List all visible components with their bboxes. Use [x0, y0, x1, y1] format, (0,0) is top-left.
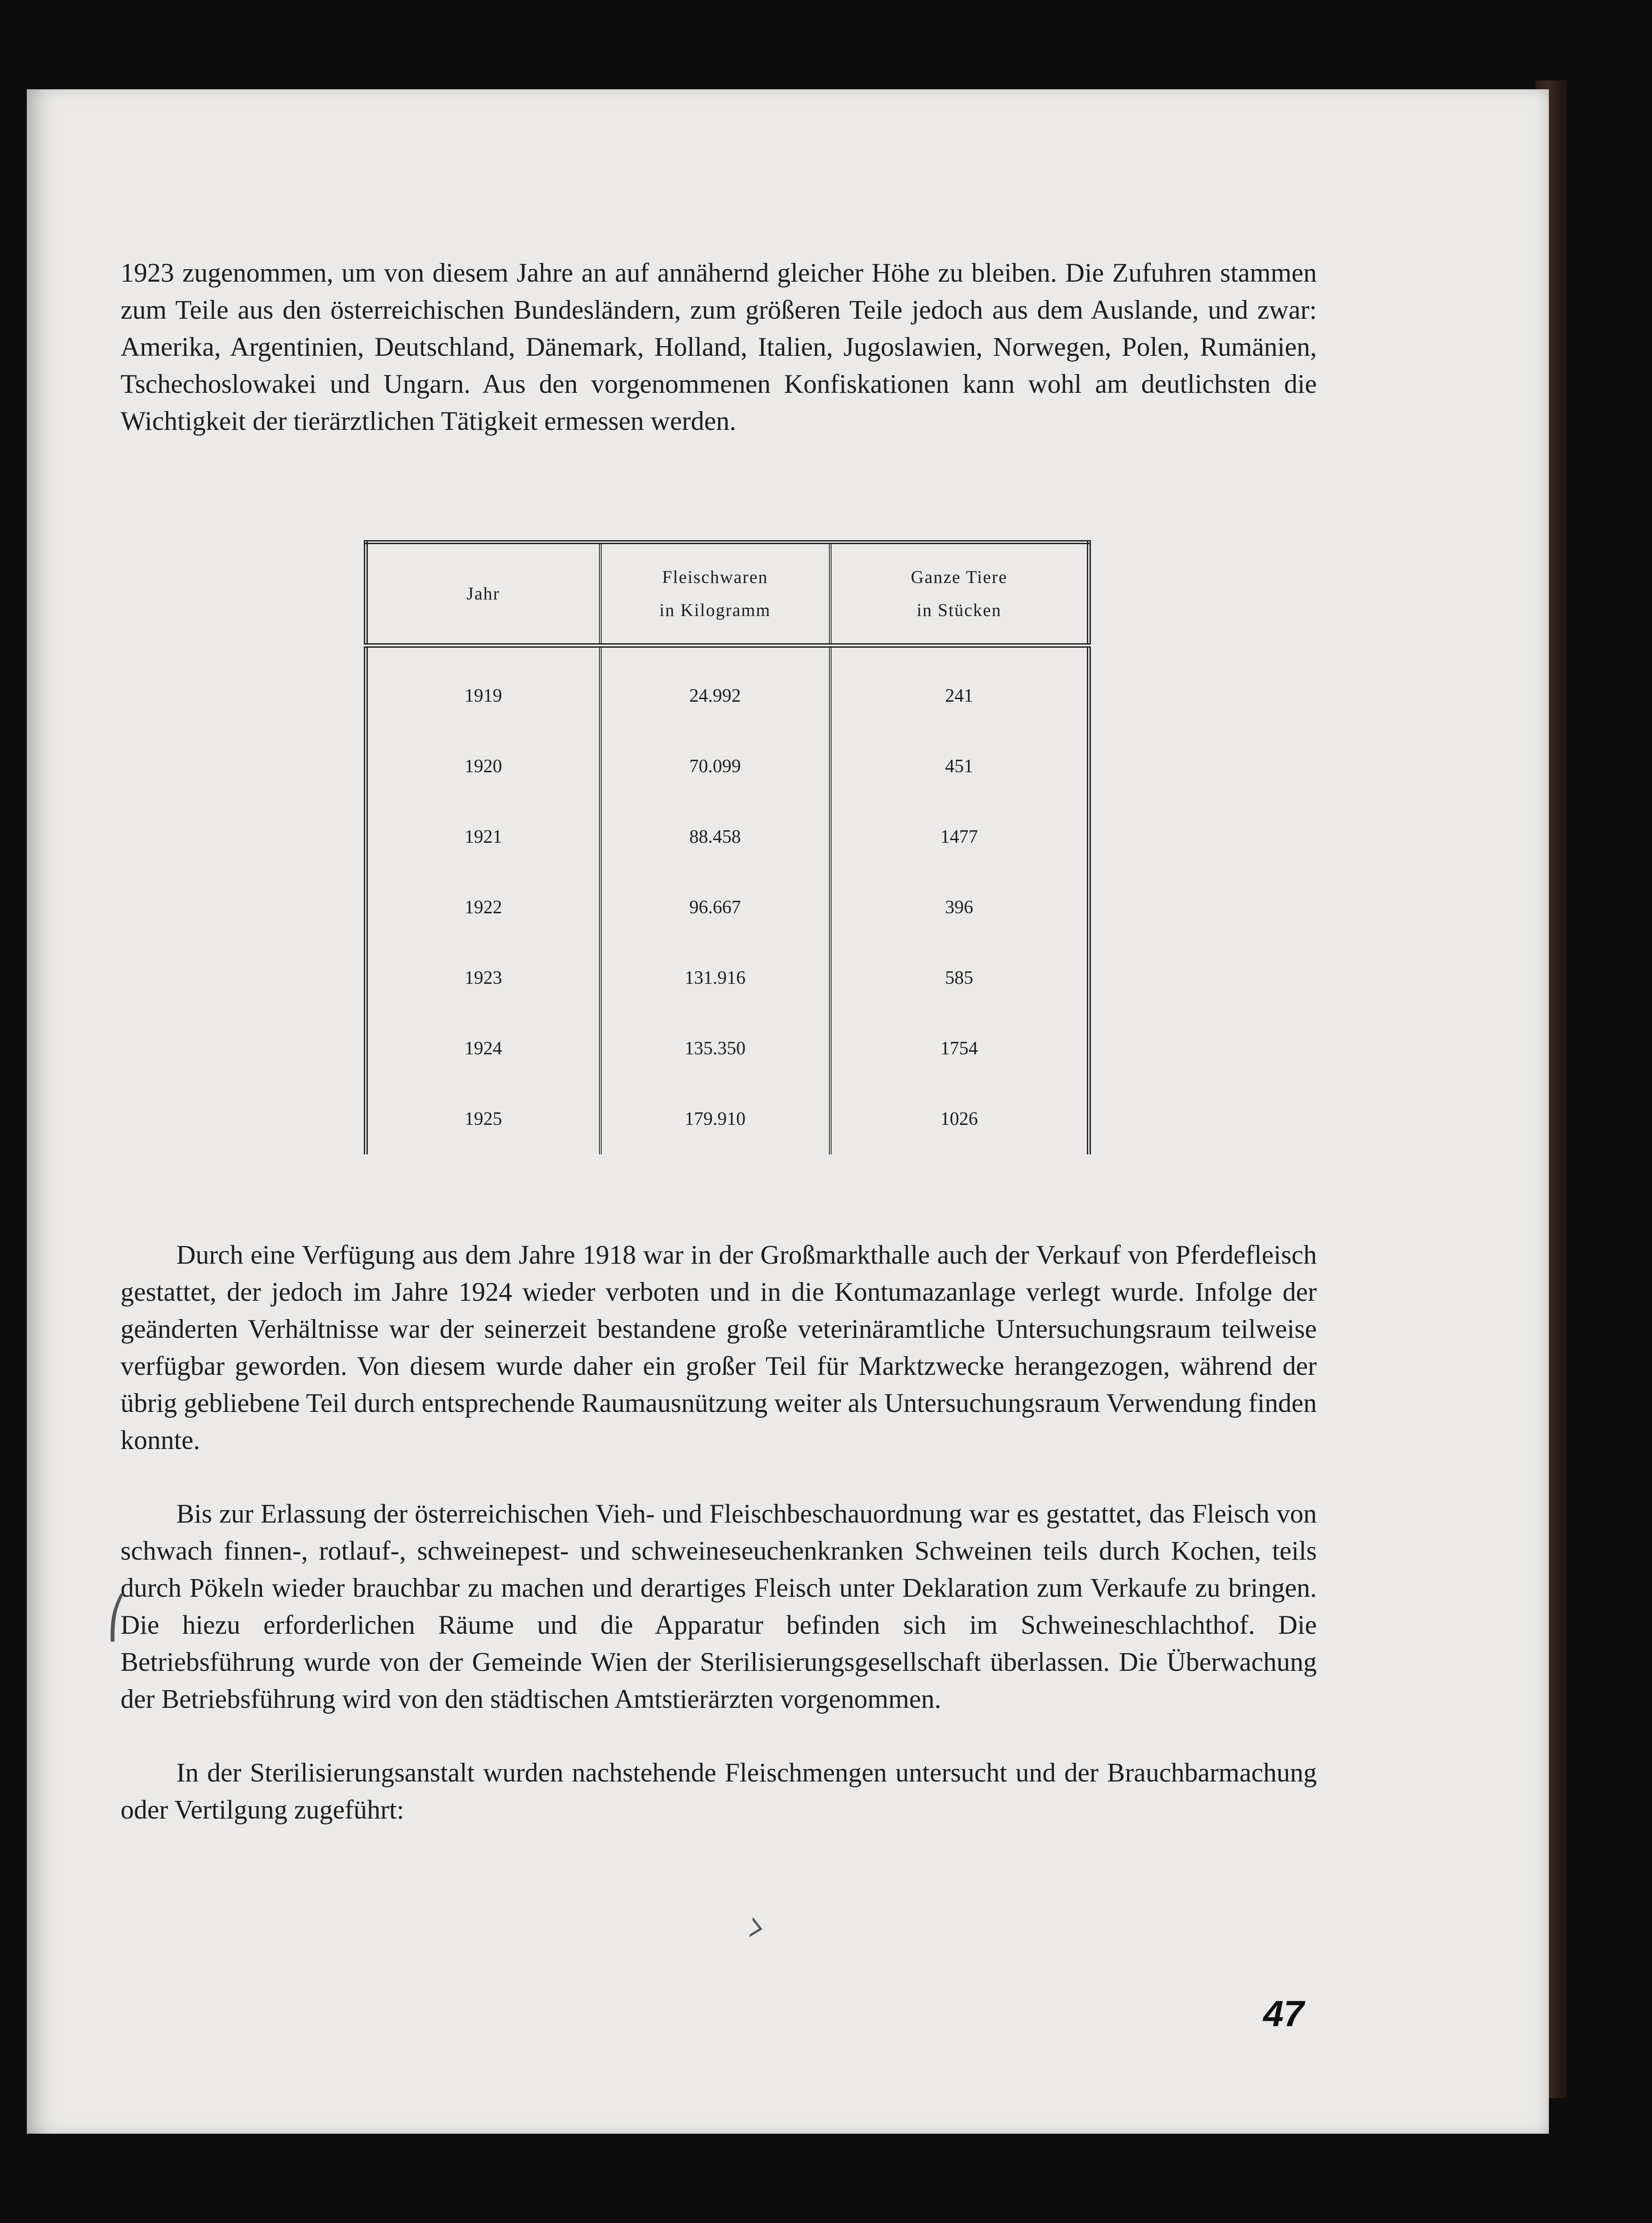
- cell-year: 1921: [464, 827, 502, 847]
- page-number: 47: [1263, 1994, 1304, 2034]
- header-whole-animals: [830, 542, 1089, 646]
- cell-year: 1924: [464, 1038, 502, 1059]
- cell-meat: 131.916: [600, 943, 830, 1013]
- table-row: [366, 645, 1089, 731]
- pencil-arrow-icon: ›: [743, 1896, 772, 1956]
- cell-animals: 1754: [830, 1013, 1089, 1084]
- cell-year: 1920: [464, 756, 502, 777]
- cell-meat: 96.667: [600, 872, 830, 943]
- header-year: Jahr: [366, 542, 600, 646]
- header-meat-line1: Fleischwaren: [662, 567, 768, 587]
- table-row: [366, 802, 1089, 872]
- table-header-row: [366, 542, 1089, 646]
- table-row: [366, 1084, 1089, 1154]
- cell-meat: 24.992: [600, 645, 830, 731]
- cell-year: 1922: [464, 897, 502, 918]
- header-animals-line1: Ganze Tiere: [911, 567, 1007, 587]
- header-animals-line2: in Stücken: [916, 600, 1002, 620]
- paragraph-table-intro: In der Sterilisierungsanstalt wurden nachstehende Fleischmengen untersucht und der Brauchbarmachung oder Vertilgung zugeführt:: [121, 1758, 1317, 1824]
- header-meat-kg: [600, 542, 830, 646]
- cell-animals: 451: [830, 731, 1089, 802]
- pencil-bracket-icon: ⎛: [107, 1594, 127, 1641]
- book-page: [27, 89, 1549, 2134]
- cell-animals: 585: [830, 943, 1089, 1013]
- table-row: [366, 1013, 1089, 1084]
- cell-meat: 135.350: [600, 1013, 830, 1084]
- table-row: [366, 872, 1089, 943]
- paragraph-intro: 1923 zugenommen, um von diesem Jahre an auf annähernd gleicher Höhe zu bleiben. Die Zufuhren stammen zum Teile aus den österreichischen Bundesländern, zum größeren Teile jedoch aus dem Auslande, und zwar: Amerika, Argentinien, Deutschland, Dänemark, Holland, Italien, Jugoslawien, Norwegen, Polen, Rumänien, Tschechoslowakei und Ungarn. Aus den vorgenommenen Konfiskationen kann wohl am deutlichsten die Wichtigkeit der tierärztlichen Tätigkeit ermessen werden.: [121, 258, 1317, 436]
- cell-year: 1919: [464, 686, 502, 706]
- cell-animals: 241: [830, 645, 1089, 731]
- cell-animals: 396: [830, 872, 1089, 943]
- header-meat-line2: in Kilogramm: [659, 600, 771, 620]
- cell-animals: 1026: [830, 1084, 1089, 1154]
- table-row: [366, 943, 1089, 1013]
- cell-meat: 70.099: [600, 731, 830, 802]
- cell-animals: 1477: [830, 802, 1089, 872]
- cell-meat: 179.910: [600, 1084, 830, 1154]
- paragraph-horse-meat: Durch eine Verfügung aus dem Jahre 1918 war in der Großmarkthalle auch der Verkauf von Pferdefleisch gestattet, der jedoch im Jahre 1924 wieder verboten und in die Kontumazanlage verlegt wurde. Infolge der geänderten Verhältnisse war der seinerzeit bestandene große veterinäramtliche Untersuchungsraum teilweise verfügbar geworden. Von diesem wurde daher ein großer Teil für Marktzwecke herangezogen, während der übrig gebliebene Teil durch entsprechende Raumausnützung weiter als Untersuchungsraum Verwendung finden konnte.: [121, 1240, 1317, 1455]
- table-row: [366, 731, 1089, 802]
- cell-year: 1925: [464, 1109, 502, 1129]
- cell-meat: 88.458: [600, 802, 830, 872]
- paragraph-sterilization: Bis zur Erlassung der österreichischen Vieh- und Fleischbeschauordnung war es gestattet, das Fleisch von schwach finnen-, rotlauf-, schweinepest- und schweineseuchenkranken Schweinen teils durch Kochen, teils durch Pökeln wieder brauchbar zu machen und derartiges Fleisch unter Deklaration zum Verkaufe zu bringen. Die hiezu erforderlichen Räume und die Apparatur befinden sich im Schweineschlachthof. Die Betriebsführung wurde von der Gemeinde Wien der Sterilisierungsgesellschaft überlassen. Die Überwachung der Betriebsführung wird von den städtischen Amtstierärzten vorgenommen.: [121, 1499, 1317, 1714]
- cell-year: 1923: [464, 968, 502, 988]
- meat-statistics-table: [364, 540, 1091, 1154]
